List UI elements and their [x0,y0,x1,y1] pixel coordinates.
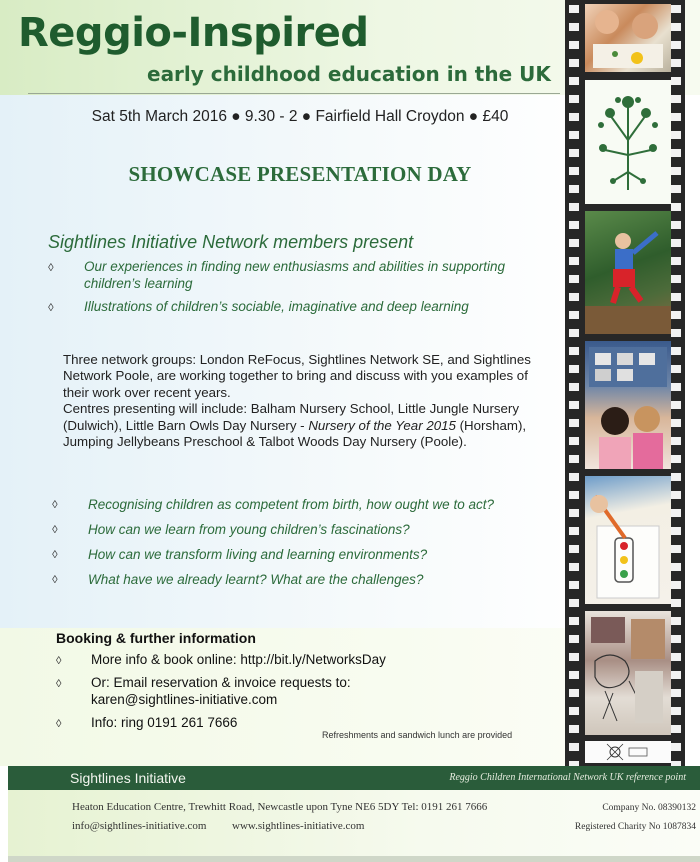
display-board-icon [585,341,671,469]
list-item: ◊ Our experiences in finding new enthusiasms and abilities in supporting children’s learning [48,259,505,291]
questions-list [52,497,552,597]
diamond-bullet-icon: ◊ [48,262,54,274]
sketches-icon [585,611,671,735]
film-sprocket-holes [671,0,681,766]
diamond-bullet-icon: ◊ [48,302,54,314]
tree-logo-icon [585,80,671,204]
list-item: ◊ Illustrations of children’s sociable, imaginative and deep learning [48,298,548,315]
list-item: ◊ How can we learn from young children’s fascinations? [52,522,410,537]
footer-website-link[interactable]: www.sightlines-initiative.com [232,820,365,832]
film-strip [565,0,685,766]
award-text: Nursery of the Year 2015 [308,417,456,433]
network-groups-text: Three network groups: London ReFocus, Sightlines Network SE, and Sightlines Network Poole, are working together to bring and discuss with you examples of their work over recent years. [63,352,531,400]
diamond-bullet-icon: ◊ [52,524,58,536]
showcase-heading: SHOWCASE PRESENTATION DAY [128,162,472,186]
event-details: Sat 5th March 2016 ● 9.30 - 2 ● Fairfield Hall Croydon ● £40 [91,108,509,125]
footer-contact [8,790,700,856]
footer-charity-number: Registered Charity No 1087834 [574,822,696,832]
diamond-bullet-icon: ◊ [52,499,58,511]
footer-address: Heaton Education Centre, Trewhitt Road, Newcastle upon Tyne NE6 5DY Tel: 0191 261 7666 [72,801,488,813]
page-title: Reggio-Inspired [18,10,369,56]
list-item: ◊ What have we already learnt? What are the challenges? [52,572,424,587]
diamond-bullet-icon: ◊ [52,574,58,586]
sun-drawing-icon [585,741,671,763]
diamond-bullet-icon: ◊ [56,718,62,730]
photo-children-sketches [585,611,671,735]
film-sprocket-holes [569,0,579,766]
phone-text: Info: ring 0191 261 7666 [91,715,238,730]
title-divider [28,93,560,94]
diamond-bullet-icon: ◊ [56,655,62,667]
list-item: ◊ How can we transform living and learning environments? [52,547,428,562]
children-painting-icon [585,4,671,72]
centres-text: Centres presenting will include: Balham Nursery School, Little Jungle Nursery (Dulwich), Little Barn Owls Day Nursery - [63,401,519,433]
photo-small-drawing [585,741,671,763]
photo-children-painting [585,4,671,72]
footer-reference: Reggio Children International Network UK reference point [449,772,686,783]
footer-company-number: Company No. 08390132 [602,803,696,813]
photo-child-in-woods [585,211,671,334]
list-item: ◊ Recognising children as competent from birth, how ought we to act? [52,497,494,512]
photo-tree-drawing [585,80,671,204]
footer-email-link[interactable]: info@sightlines-initiative.com [72,820,207,832]
network-description [63,352,538,450]
list-item [56,714,526,731]
diamond-bullet-icon: ◊ [56,678,62,690]
photo-children-at-display [585,341,671,469]
diamond-bullet-icon: ◊ [52,549,58,561]
booking-email-link[interactable]: karen@sightlines-initiative.com [91,692,278,707]
page-subtitle: early childhood education in the UK [147,62,551,86]
booking-heading: Booking & further information [56,630,256,646]
child-swinging-icon [585,211,671,334]
list-item [56,651,526,668]
footer-bar [8,766,700,790]
footer-org-name: Sightlines Initiative [70,770,186,786]
centres-text-end: (Horsham), Jumping Jellybeans Preschool & Talbot Woods Day Nursery (Poole). [63,417,527,450]
traffic-light-drawing-icon [585,476,671,604]
booking-link-text[interactable]: More info & book online: http://bit.ly/NetworksDay [91,652,386,667]
bottom-divider [8,856,700,862]
booking-list [56,651,526,737]
list-item: ◊ Or: Email reservation & invoice requests to: karen@sightlines-initiative.com [56,675,351,707]
members-heading: Sightlines Initiative Network members present [48,232,414,252]
photo-child-drawing-traffic-light [585,476,671,604]
refreshments-note: Refreshments and sandwich lunch are provided [322,730,513,740]
members-list [48,258,548,321]
